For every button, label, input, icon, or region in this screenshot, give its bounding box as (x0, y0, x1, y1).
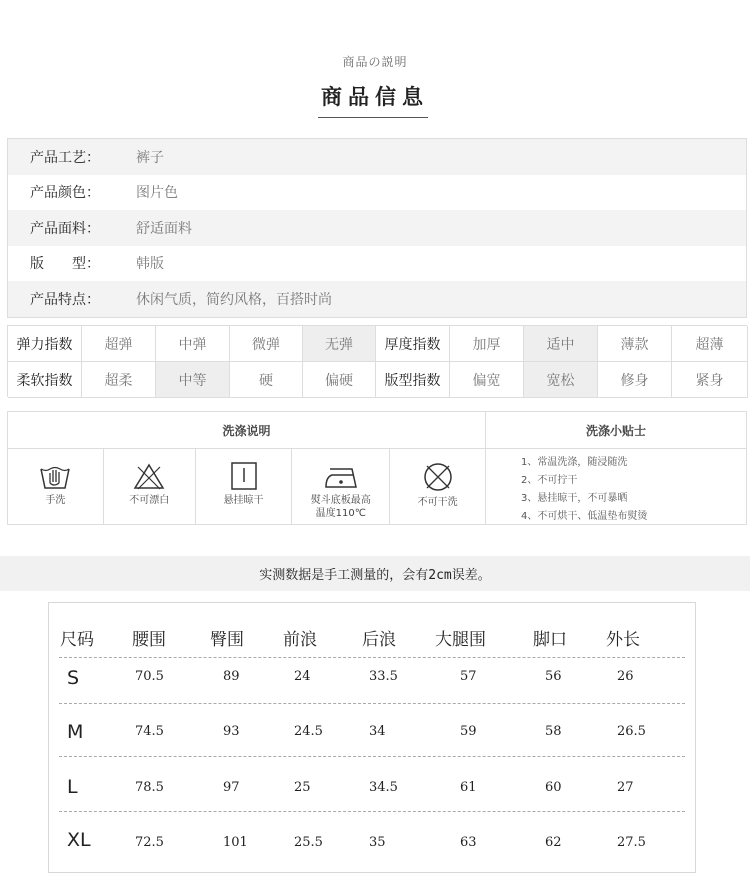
size-col-header: 臀围 (210, 630, 244, 650)
thickness-label: 厚度指数 (376, 326, 450, 362)
size-value: 58 (545, 724, 562, 739)
index-option-selected: 无弹 (303, 326, 376, 362)
size-value: 63 (460, 835, 477, 850)
info-value: 韩版 (136, 256, 164, 273)
info-row-craft (8, 139, 746, 175)
index-option-selected: 中等 (156, 362, 230, 398)
size-col-header: 外长 (606, 630, 640, 650)
wash-panel (7, 411, 747, 525)
info-row-fit (8, 246, 746, 282)
info-value: 图片色 (136, 185, 178, 202)
size-value: 97 (223, 780, 240, 795)
size-value: 89 (223, 669, 240, 684)
page-title: 商品信息 (321, 85, 429, 109)
size-label: L (67, 776, 78, 798)
wash-heading: 洗涤说明 (8, 412, 486, 449)
size-label: S (67, 667, 80, 689)
wash-icon-row (8, 449, 486, 524)
index-option: 偏宽 (450, 362, 524, 398)
size-col-header: 尺码 (60, 630, 94, 650)
size-label: XL (67, 829, 91, 851)
size-value: 60 (545, 780, 562, 795)
size-value: 27 (617, 780, 634, 795)
wash-caption: 手洗 (45, 495, 66, 506)
size-col-header: 腰围 (132, 630, 166, 650)
wash-caption: 悬挂晾干 (223, 495, 264, 506)
wash-caption: 不可漂白 (129, 495, 170, 506)
wash-caption-line: 温度110℃ (315, 508, 366, 519)
no-dry-clean-icon (421, 461, 455, 493)
info-value: 休闲气质，简约风格，百搭时尚 (136, 291, 332, 308)
size-value: 101 (223, 835, 248, 850)
measurement-note (0, 556, 750, 591)
info-label: 产品工艺： (30, 149, 100, 166)
row-divider (59, 703, 685, 704)
info-label: 产品面料： (30, 220, 100, 237)
size-value: 25.5 (294, 835, 323, 850)
iron-icon (322, 461, 360, 491)
info-value: 裤子 (136, 149, 164, 166)
size-value: 59 (460, 724, 477, 739)
index-option: 修身 (598, 362, 672, 398)
info-label: 产品颜色： (30, 185, 100, 202)
info-value: 舒适面料 (136, 220, 192, 237)
info-row-color (8, 175, 746, 211)
measurement-note-text: 实测数据是手工测量的，会有2cm误差。 (259, 568, 491, 583)
wash-tips-list (521, 454, 647, 526)
size-value: 70.5 (135, 669, 164, 684)
info-row-fabric (8, 210, 746, 246)
size-col-header: 后浪 (362, 630, 396, 650)
size-value: 72.5 (135, 835, 164, 850)
index-option: 加厚 (450, 326, 524, 362)
wash-item (8, 449, 104, 524)
hand-wash-icon (38, 461, 72, 491)
hang-dry-icon (227, 461, 261, 491)
wash-tip: 1、常温洗涤，随浸随洗 (521, 457, 628, 468)
size-value: 78.5 (135, 780, 164, 795)
wash-item (196, 449, 293, 524)
size-value: 62 (545, 835, 562, 850)
index-option: 中弹 (156, 326, 230, 362)
wash-tip: 2、不可拧干 (521, 475, 578, 486)
no-bleach-icon (132, 461, 166, 491)
size-value: 74.5 (135, 724, 164, 739)
wash-tip: 4、不可烘干、低温垫布熨烫 (521, 511, 648, 522)
size-value: 34.5 (369, 780, 398, 795)
index-option: 超薄 (672, 326, 748, 362)
wash-item (390, 449, 485, 524)
wash-caption (311, 494, 371, 520)
section-subtitle: 商品の説明 (342, 55, 408, 69)
title-divider (318, 117, 428, 118)
wash-tip: 3、悬挂晾干，不可暴晒 (521, 493, 628, 504)
size-value: 24.5 (294, 724, 323, 739)
size-value: 93 (223, 724, 240, 739)
size-value: 24 (294, 669, 311, 684)
size-value: 27.5 (617, 835, 646, 850)
size-value: 26.5 (617, 724, 646, 739)
index-option-selected: 适中 (524, 326, 598, 362)
wash-caption: 不可干洗 (417, 497, 458, 508)
size-col-header: 前浪 (283, 630, 317, 650)
index-option: 偏硬 (303, 362, 376, 398)
size-value: 56 (545, 669, 562, 684)
size-value: 35 (369, 835, 386, 850)
size-label: M (67, 721, 84, 743)
wash-caption-line: 熨斗底板最高 (310, 495, 371, 506)
row-divider (59, 811, 685, 812)
info-label: 版 型： (30, 256, 100, 273)
size-value: 61 (460, 780, 477, 795)
wash-item (104, 449, 196, 524)
size-value: 57 (460, 669, 477, 684)
row-divider (59, 756, 685, 757)
size-col-header: 脚口 (533, 630, 567, 650)
index-option: 紧身 (672, 362, 748, 398)
index-option: 超弹 (82, 326, 156, 362)
wash-tips-heading: 洗涤小贴士 (486, 412, 746, 449)
index-option: 硬 (230, 362, 303, 398)
size-value: 26 (617, 669, 634, 684)
elasticity-label: 弹力指数 (8, 326, 82, 362)
size-value: 34 (369, 724, 386, 739)
info-row-features (8, 281, 746, 317)
index-option-selected: 宽松 (524, 362, 598, 398)
index-option: 超柔 (82, 362, 156, 398)
size-chart (48, 602, 696, 873)
size-value: 25 (294, 780, 311, 795)
size-value: 33.5 (369, 669, 398, 684)
softness-label: 柔软指数 (8, 362, 82, 398)
row-divider (59, 657, 685, 658)
fit-label: 版型指数 (376, 362, 450, 398)
size-col-header: 大腿围 (435, 630, 486, 650)
index-grid (7, 325, 747, 397)
index-option: 薄款 (598, 326, 672, 362)
wash-item (292, 449, 390, 524)
index-option: 微弹 (230, 326, 303, 362)
info-label: 产品特点： (30, 291, 100, 308)
product-info-table (7, 138, 747, 318)
